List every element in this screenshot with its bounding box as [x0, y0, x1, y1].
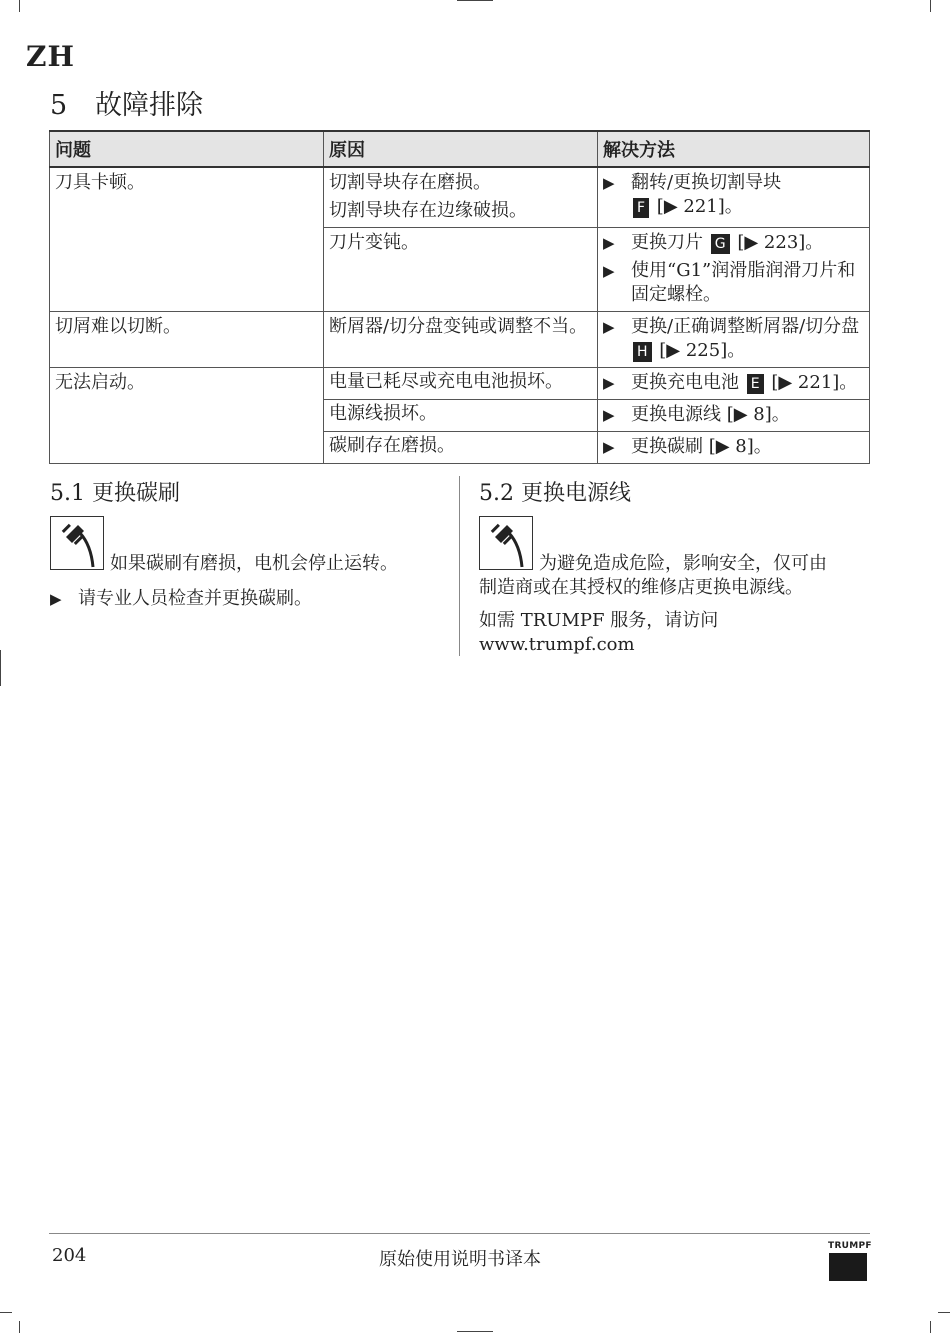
solution-cell: ▶ 更换刀片 G [▶ 223]。 ▶ 使用“G1”润滑脂润滑刀片和固定螺栓。: [598, 228, 870, 312]
column-divider: [459, 476, 460, 656]
key-label: F: [633, 198, 649, 218]
key-label: G: [711, 234, 730, 254]
step-item: ▶ 请专业人员检查并更换碳刷。: [50, 586, 312, 612]
solution-cell: ▶ 更换电源线 [▶ 8]。: [598, 400, 870, 432]
page-reference: [▶ 225]。: [659, 340, 746, 361]
problem-cell: 无法启动。: [50, 368, 324, 464]
brand-logo-text: TRUMPF: [828, 1241, 872, 1251]
plug-icon: [479, 516, 533, 570]
footer-title: 原始使用说明书译本: [379, 1249, 541, 1270]
table-row: [50, 368, 870, 400]
table-row: [50, 167, 870, 228]
page-reference: [▶ 223]。: [737, 232, 824, 253]
brand-logo: [829, 1253, 867, 1281]
solution-cell: ▶ 翻转/更换切割导块 F [▶ 221]。: [598, 167, 870, 228]
warning-text: 制造商或在其授权的维修店更换电源线。: [479, 577, 803, 598]
header-cause: 原因: [324, 131, 598, 167]
crop-mark: [0, 650, 1, 686]
chapter-title: 故障排除: [95, 90, 203, 121]
solution-cell: ▶ 更换充电电池 E [▶ 221]。: [598, 368, 870, 400]
crop-mark: [930, 1321, 931, 1333]
cause-cell: 切割导块存在磨损。 切割导块存在边缘破损。: [324, 167, 598, 228]
section-title-5-2: 5.2 更换电源线: [479, 481, 631, 506]
cause-cell: 电源线损坏。: [324, 400, 598, 432]
crop-mark: [938, 1312, 950, 1313]
cause-cell: 刀片变钝。: [324, 228, 598, 312]
crop-mark: [19, 1321, 20, 1333]
bullet-triangle-icon: ▶: [603, 174, 615, 192]
problem-cell: 切屑难以切断。: [50, 312, 324, 368]
plug-icon: [50, 516, 104, 570]
crop-mark: [457, 0, 493, 1]
key-label: H: [633, 342, 652, 362]
header-solution: 解决方法: [598, 131, 870, 167]
crop-mark: [457, 1331, 493, 1332]
solution-cell: ▶ 更换碳刷 [▶ 8]。: [598, 432, 870, 464]
bullet-triangle-icon: ▶: [603, 406, 615, 424]
troubleshooting-table: [49, 130, 870, 464]
bullet-triangle-icon: ▶: [603, 318, 615, 336]
section-title-5-1: 5.1 更换碳刷: [50, 481, 180, 506]
chapter-heading: [50, 83, 203, 122]
service-url: www.trumpf.com: [479, 634, 635, 655]
problem-cell: 刀具卡顿。: [50, 167, 324, 312]
service-text: 如需 TRUMPF 服务，请访问: [479, 610, 719, 631]
bullet-triangle-icon: ▶: [603, 438, 615, 456]
bullet-triangle-icon: ▶: [603, 374, 615, 392]
crop-mark: [930, 0, 931, 12]
page-number: 204: [52, 1245, 87, 1266]
key-label: E: [747, 374, 764, 394]
bullet-triangle-icon: ▶: [50, 590, 62, 608]
crop-mark: [19, 0, 20, 12]
page-reference: [▶ 221]。: [656, 196, 743, 217]
solution-cell: ▶ 更换/正确调整断屑器/切分盘 H [▶ 225]。: [598, 312, 870, 368]
warning-text: 为避免造成危险，影响安全，仅可由: [539, 553, 827, 574]
cause-cell: 断屑器/切分盘变钝或调整不当。: [324, 312, 598, 368]
bullet-triangle-icon: ▶: [603, 262, 615, 280]
table-row: [50, 312, 870, 368]
page-reference: [▶ 221]。: [771, 372, 858, 393]
bullet-triangle-icon: ▶: [603, 234, 615, 252]
language-code: ZH: [26, 40, 75, 73]
chapter-number: 5: [50, 90, 68, 121]
cause-cell: 电量已耗尽或充电电池损坏。: [324, 368, 598, 400]
warning-text: 如果碳刷有磨损，电机会停止运转。: [110, 553, 398, 574]
crop-mark: [0, 1312, 12, 1313]
cause-cell: 碳刷存在磨损。: [324, 432, 598, 464]
header-problem: 问题: [50, 131, 324, 167]
footer-divider: [49, 1233, 870, 1234]
